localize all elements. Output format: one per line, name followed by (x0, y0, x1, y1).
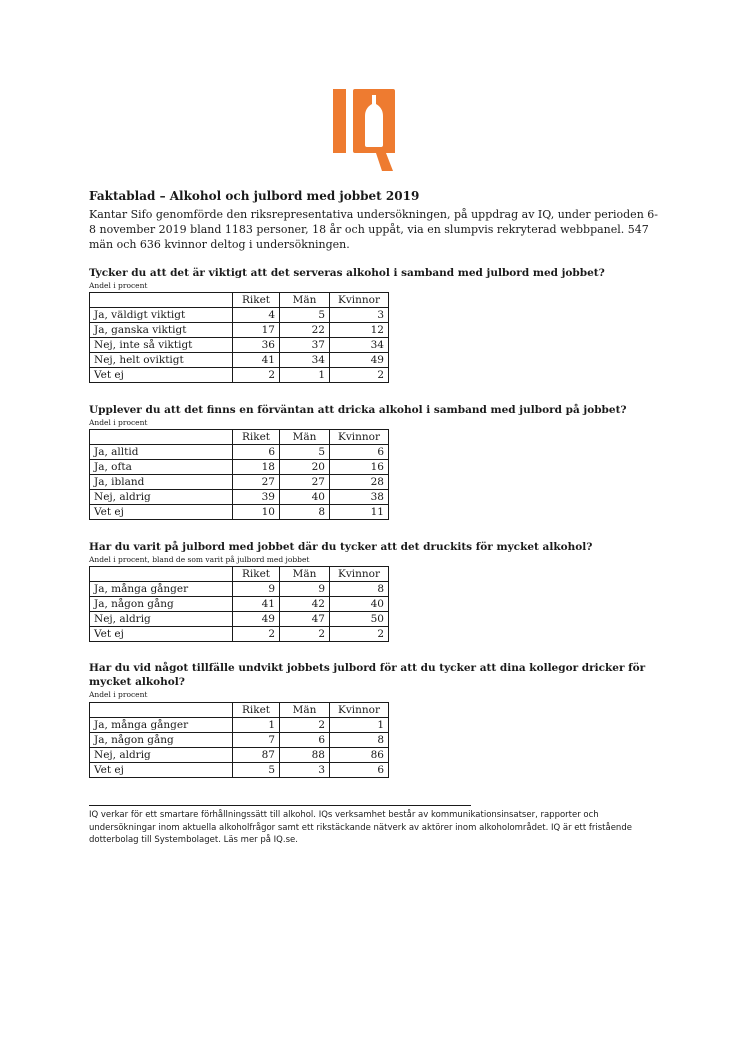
cell-kvinnor: 40 (330, 597, 389, 612)
table-row (90, 597, 389, 612)
cell-kvinnor: 49 (330, 353, 389, 368)
table-row (90, 445, 389, 460)
row-label: Ja, många gånger (90, 718, 233, 733)
row-label: Vet ej (90, 627, 233, 642)
cell-kvinnor: 86 (330, 748, 389, 763)
table-row (90, 612, 389, 627)
cell-man: 5 (280, 308, 330, 323)
footer-divider (89, 805, 471, 806)
cell-riket: 36 (233, 338, 280, 353)
header-empty (90, 567, 233, 582)
cell-kvinnor: 8 (330, 582, 389, 597)
cell-man: 22 (280, 323, 330, 338)
header-riket: Riket (233, 430, 280, 445)
header-kvinnor: Kvinnor (330, 703, 389, 718)
table-header-row (90, 430, 389, 445)
row-label: Ja, väldigt viktigt (90, 308, 233, 323)
cell-riket: 39 (233, 490, 280, 505)
cell-man: 40 (280, 490, 330, 505)
question-2: Upplever du att det finns en förväntan att dricka alkohol i samband med julbord på jobbet? (89, 404, 627, 416)
cell-riket: 4 (233, 308, 280, 323)
cell-riket: 9 (233, 582, 280, 597)
cell-riket: 6 (233, 445, 280, 460)
cell-kvinnor: 16 (330, 460, 389, 475)
table-row (90, 748, 389, 763)
row-label: Ja, någon gång (90, 733, 233, 748)
cell-man: 47 (280, 612, 330, 627)
row-label: Ja, alltid (90, 445, 233, 460)
cell-riket: 41 (233, 353, 280, 368)
intro-paragraph: Kantar Sifo genomförde den riksrepresentativa undersökningen, på uppdrag av IQ, under perioden 6-8 november 2019 bland 1183 personer, 18 år och uppåt, via en slumpvis rekryterad webbpanel. 547 män och 636 kvinnor deltog i undersökningen. (89, 208, 658, 251)
cell-riket: 7 (233, 733, 280, 748)
question-4: Har du vid något tillfälle undvikt jobbets julbord för att du tycker att dina kollegor dricker för mycket alkohol? (89, 662, 646, 688)
header-man: Män (280, 430, 330, 445)
cell-kvinnor: 3 (330, 308, 389, 323)
cell-kvinnor: 34 (330, 338, 389, 353)
cell-kvinnor: 2 (330, 627, 389, 642)
table-4 (89, 702, 389, 778)
cell-man: 37 (280, 338, 330, 353)
table-row (90, 323, 389, 338)
table-row (90, 582, 389, 597)
row-label: Ja, många gånger (90, 582, 233, 597)
header-riket: Riket (233, 703, 280, 718)
cell-kvinnor: 6 (330, 763, 389, 778)
row-label: Ja, ofta (90, 460, 233, 475)
table-row (90, 733, 389, 748)
cell-man: 27 (280, 475, 330, 490)
row-label: Ja, någon gång (90, 597, 233, 612)
note-2: Andel i procent (89, 418, 148, 427)
cell-man: 5 (280, 445, 330, 460)
cell-riket: 10 (233, 505, 280, 520)
cell-kvinnor: 1 (330, 718, 389, 733)
header-kvinnor: Kvinnor (330, 293, 389, 308)
table-header-row (90, 703, 389, 718)
table-row (90, 475, 389, 490)
row-label: Nej, aldrig (90, 612, 233, 627)
cell-kvinnor: 8 (330, 733, 389, 748)
table-3 (89, 566, 389, 642)
cell-kvinnor: 2 (330, 368, 389, 383)
question-1: Tycker du att det är viktigt att det serveras alkohol i samband med julbord med jobbet? (89, 267, 605, 279)
document-title: Faktablad – Alkohol och julbord med jobbet 2019 (89, 189, 420, 203)
row-label: Vet ej (90, 368, 233, 383)
header-man: Män (280, 293, 330, 308)
header-man: Män (280, 567, 330, 582)
cell-riket: 1 (233, 718, 280, 733)
cell-man: 88 (280, 748, 330, 763)
cell-kvinnor: 12 (330, 323, 389, 338)
cell-riket: 2 (233, 368, 280, 383)
note-3: Andel i procent, bland de som varit på julbord med jobbet (89, 555, 310, 564)
table-header-row (90, 293, 389, 308)
question-3: Har du varit på julbord med jobbet där du tycker att det druckits för mycket alkohol? (89, 541, 593, 553)
cell-kvinnor: 38 (330, 490, 389, 505)
row-label: Vet ej (90, 505, 233, 520)
table-row (90, 505, 389, 520)
row-label: Ja, ganska viktigt (90, 323, 233, 338)
table-row (90, 460, 389, 475)
header-empty (90, 703, 233, 718)
cell-riket: 41 (233, 597, 280, 612)
header-man: Män (280, 703, 330, 718)
cell-kvinnor: 50 (330, 612, 389, 627)
table-row (90, 308, 389, 323)
note-4: Andel i procent (89, 690, 148, 699)
header-kvinnor: Kvinnor (330, 567, 389, 582)
header-empty (90, 430, 233, 445)
cell-kvinnor: 6 (330, 445, 389, 460)
row-label: Nej, aldrig (90, 748, 233, 763)
table-row (90, 718, 389, 733)
header-kvinnor: Kvinnor (330, 430, 389, 445)
cell-man: 2 (280, 627, 330, 642)
cell-man: 20 (280, 460, 330, 475)
table-row (90, 627, 389, 642)
row-label: Nej, inte så viktigt (90, 338, 233, 353)
cell-riket: 49 (233, 612, 280, 627)
header-riket: Riket (233, 293, 280, 308)
cell-kvinnor: 28 (330, 475, 389, 490)
cell-man: 34 (280, 353, 330, 368)
table-row (90, 763, 389, 778)
cell-man: 6 (280, 733, 330, 748)
table-header-row (90, 567, 389, 582)
cell-riket: 2 (233, 627, 280, 642)
table-row (90, 353, 389, 368)
cell-man: 3 (280, 763, 330, 778)
cell-riket: 18 (233, 460, 280, 475)
cell-man: 2 (280, 718, 330, 733)
table-row (90, 368, 389, 383)
cell-man: 9 (280, 582, 330, 597)
cell-riket: 17 (233, 323, 280, 338)
cell-riket: 5 (233, 763, 280, 778)
cell-man: 1 (280, 368, 330, 383)
header-empty (90, 293, 233, 308)
note-1: Andel i procent (89, 281, 148, 290)
table-2 (89, 429, 389, 520)
row-label: Nej, aldrig (90, 490, 233, 505)
table-1 (89, 292, 389, 383)
iq-logo (331, 87, 397, 175)
cell-kvinnor: 11 (330, 505, 389, 520)
table-row (90, 490, 389, 505)
row-label: Nej, helt oviktigt (90, 353, 233, 368)
row-label: Vet ej (90, 763, 233, 778)
cell-man: 8 (280, 505, 330, 520)
header-riket: Riket (233, 567, 280, 582)
table-row (90, 338, 389, 353)
row-label: Ja, ibland (90, 475, 233, 490)
cell-man: 42 (280, 597, 330, 612)
footer-text: IQ verkar för ett smartare förhållningssätt till alkohol. IQs verksamhet består av kommunikationsinsatser, rapporter och undersökningar inom aktuella alkoholfrågor samt ett rikstäckande nätverk av aktörer inom alkoholområdet. IQ är ett fristående dotterbolag till Systembolaget. Läs mer på IQ.se. (89, 810, 632, 845)
cell-riket: 87 (233, 748, 280, 763)
cell-riket: 27 (233, 475, 280, 490)
